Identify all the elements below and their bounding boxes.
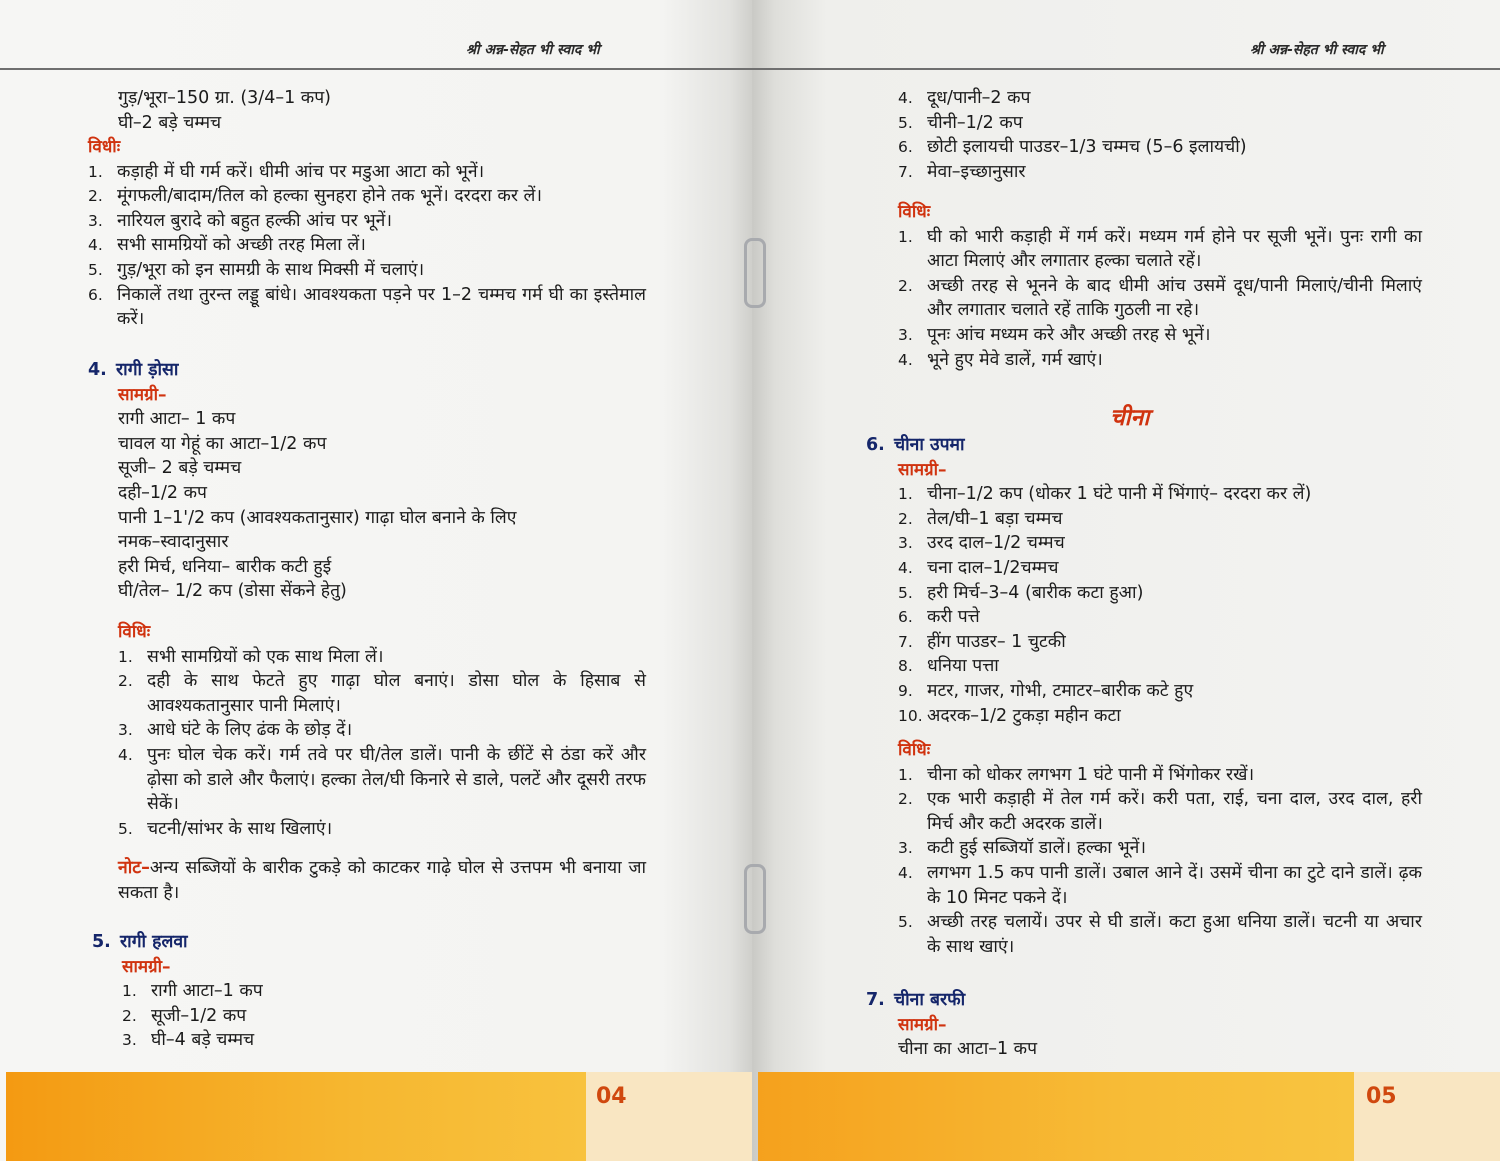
list-item: 10. अदरक–1/2 टुकड़ा महीन कटा xyxy=(898,705,1121,726)
top-method xyxy=(88,135,646,332)
method-steps xyxy=(898,763,1422,960)
method-label: विधिः xyxy=(898,202,931,222)
recipe-ragi-dosa xyxy=(88,358,648,604)
list-item: 4. सभी सामग्रियों को अच्छी तरह मिला लें। xyxy=(88,235,366,256)
list-item: 1. चीना–1/2 कप (धोकर 1 घंटे पानी में भिंगाएं– दरदरा कर लें) xyxy=(898,484,1312,505)
ingredient-list xyxy=(898,86,1418,184)
list-item: 4. दूध/पानी–2 कप xyxy=(898,88,1031,108)
list-item: 6. छोटी इलायची पाउडर–1/3 चम्मच (5–6 इलायची) xyxy=(898,137,1247,158)
page-number: 05 xyxy=(1354,1072,1500,1161)
list-item: 2. तेल/घी–1 बड़ा चम्मच xyxy=(898,508,1063,529)
ingredients-label: सामग्री– xyxy=(118,384,167,405)
list-item: 3. नारियल बुरादे को बहुत हल्की आंच पर भूनें। xyxy=(88,210,392,231)
china-upma-method xyxy=(898,738,1422,959)
list-item: 9. मटर, गाजर, गोभी, टमाटर–बारीक कटे हुए xyxy=(898,680,1194,701)
recipe-china-barfi xyxy=(866,988,1406,1062)
list-item: 3. घी–4 बड़े चम्मच xyxy=(122,1030,255,1051)
staple-icon xyxy=(744,864,766,934)
list-item: 2. दही के साथ फेटते हुए गाढ़ा घोल बनाएं। डोसा घोल के हिसाब से आवश्यकतानुसार पानी मिलाएं। xyxy=(118,671,646,716)
list-item: 5. चटनी/सांभर के साथ खिलाएं। xyxy=(118,818,333,839)
running-head: श्री अन्न-सेहत भी स्वाद भी xyxy=(1250,42,1384,58)
list-item: 7. मेवा–इच्छानुसार xyxy=(898,161,1026,182)
list-item: 6. करी पत्ते xyxy=(898,607,980,628)
ingredient-list xyxy=(122,979,632,1053)
section-title: चीना xyxy=(1110,405,1150,431)
ingredient-line: सूजी– 2 बड़े चम्मच xyxy=(118,458,242,479)
header-rule xyxy=(752,68,1500,70)
ingredient-line: दही–1/2 कप xyxy=(118,482,207,503)
staple-icon xyxy=(744,238,766,308)
ingredient-line: घी/तेल– 1/2 कप (डोसा सेंकने हेतु) xyxy=(118,581,347,602)
list-item: 5. हरी मिर्च–3–4 (बारीक कटा हुआ) xyxy=(898,582,1144,603)
list-item: 6. निकालें तथा तुरन्त लड्डू बांधे। आवश्यकता पड़ने पर 1–2 चम्मच गर्म घी का इस्तेमाल करें। xyxy=(88,284,646,330)
ragi-dosa-note xyxy=(118,856,646,905)
method-label: विधिः xyxy=(118,622,151,642)
recipe-title: 5. रागी हलवा xyxy=(92,932,188,952)
note-text: अन्य सब्जियों के बारीक टुकड़े को काटकर गाढ़े घोल से उत्तपम भी बनाया जा सकता है। xyxy=(118,858,646,903)
list-item: 5. चीनी–1/2 कप xyxy=(898,112,1023,133)
list-item: 1. सभी सामग्रियों को एक साथ मिला लें। xyxy=(118,646,384,667)
footer-band xyxy=(6,1072,586,1161)
list-item: 7. हींग पाउडर– 1 चुटकी xyxy=(898,631,1066,652)
method-steps xyxy=(88,160,646,332)
method-steps xyxy=(118,645,646,842)
method-steps xyxy=(898,225,1422,373)
method-label: विधिः xyxy=(898,740,931,760)
list-item: 3. कटी हुई सब्जियॉ डालें। हल्का भूनें। xyxy=(898,838,1147,859)
recipe-title: 4. रागी ड़ोसा xyxy=(88,360,179,380)
list-item: 2. मूंगफली/बादाम/तिल को हल्का सुनहरा होने तक भूनें। दरदरा कर लें। xyxy=(88,186,543,207)
list-item: 5. अच्छी तरह चलायें। उपर से घी डालें। कटा हुआ धनिया डालें। चटनी या अचार के साथ खाएं। xyxy=(898,912,1422,957)
top-ingredients xyxy=(118,86,658,135)
list-item: 4. पुनः घोल चेक करें। गर्म तवे पर घी/तेल डालें। पानी के छींटें से ठंडा करें और ढ़ोसा को डाले और फैलाएं। हल्का तेल/घी किनारे से डाले, पलटें और दूसरी तरफ सेकें। xyxy=(118,744,646,815)
list-item: 3. आधे घंटे के लिए ढंक के छोड़ दें। xyxy=(118,720,353,741)
list-item: 3. उरद दाल–1/2 चम्मच xyxy=(898,533,1065,554)
list-item: 4. लगभग 1.5 कप पानी डालें। उबाल आने दें। उसमें चीना का टुटे दाने डालें। ढ़क के 10 मिनट पकने दें। xyxy=(898,862,1422,908)
recipe-ragi-halwa xyxy=(92,930,632,1053)
recipe-title: 7. चीना बरफी xyxy=(866,990,966,1010)
ragi-dosa-method xyxy=(118,620,646,841)
list-item: 1. घी को भारी कड़ाही में गर्म करें। मध्यम गर्म होने पर सूजी भूनें। पुनः रागी का आटा मिलाएं और लगातार हल्का चलाते रहें। xyxy=(898,226,1422,272)
list-item: 2. अच्छी तरह से भूनने के बाद धीमी आंच उसमें दूध/पानी मिलाएं/चीनी मिलाएं और लगातार चलाते रहें ताकि गुठली ना रहे। xyxy=(898,275,1422,321)
list-item: 4. भूने हुए मेवे डालें, गर्म खाएं। xyxy=(898,349,1103,370)
footer-band xyxy=(758,1072,1354,1161)
ingredient-line: रागी आटा– 1 कप xyxy=(118,409,236,430)
list-item: 3. पूनः आंच मध्यम करे और अच्छी तरह से भूनें। xyxy=(898,324,1211,345)
list-item: 2. सूजी–1/2 कप xyxy=(122,1005,247,1026)
page-number: 04 xyxy=(586,1072,752,1161)
ingredient-line: घी–2 बड़े चम्मच xyxy=(118,112,222,133)
ingredient-line: चीना का आटा–1 कप xyxy=(898,1039,1038,1060)
list-item: 1. रागी आटा–1 कप xyxy=(122,981,263,1002)
ingredients-label: सामग्री– xyxy=(898,459,947,480)
recipe-china-upma xyxy=(866,433,1426,728)
note-label: नोट– xyxy=(118,858,150,878)
ingredients-label: सामग्री– xyxy=(898,1014,947,1035)
ingredient-line: नमक–स्वादानुसार xyxy=(118,532,229,553)
ingredient-line: हरी मिर्च, धनिया– बारीक कटी हुई xyxy=(118,556,332,577)
top-ingredients xyxy=(898,86,1418,184)
list-item: 8. धनिया पत्ता xyxy=(898,656,999,677)
top-method xyxy=(898,200,1422,372)
list-item: 1. चीना को धोकर लगभग 1 घंटे पानी में भिंगोकर रखें। xyxy=(898,764,1255,785)
list-item: 2. एक भारी कड़ाही में तेल गर्म करें। करी पता, राई, चना दाल, उरद दाल, हरी मिर्च और कटी अदरक डालें। xyxy=(898,789,1422,834)
recipe-title: 6. चीना उपमा xyxy=(866,435,965,455)
list-item: 4. चना दाल–1/2चम्मच xyxy=(898,557,1059,578)
header-rule xyxy=(0,68,752,70)
method-label: विधीः xyxy=(88,137,121,157)
running-head: श्री अन्न-सेहत भी स्वाद भी xyxy=(466,42,600,58)
list-item: 5. गुड़/भूरा को इन सामग्री के साथ मिक्सी में चलाएं। xyxy=(88,259,425,280)
ingredient-line: चावल या गेहूं का आटा–1/2 कप xyxy=(118,433,327,454)
ingredient-list xyxy=(898,482,1426,728)
ingredient-line: गुड़/भूरा–150 ग्रा. (3/4–1 कप) xyxy=(118,88,331,108)
ingredients-label: सामग्री– xyxy=(122,956,171,977)
ingredient-line: पानी 1–1'/2 कप (आवश्यकतानुसार) गाढ़ा घोल बनाने के लिए xyxy=(118,507,517,528)
right-page xyxy=(752,0,1500,1161)
list-item: 1. कड़ाही में घी गर्म करें। धीमी आंच पर मडुआ आटा को भूनें। xyxy=(88,161,485,182)
